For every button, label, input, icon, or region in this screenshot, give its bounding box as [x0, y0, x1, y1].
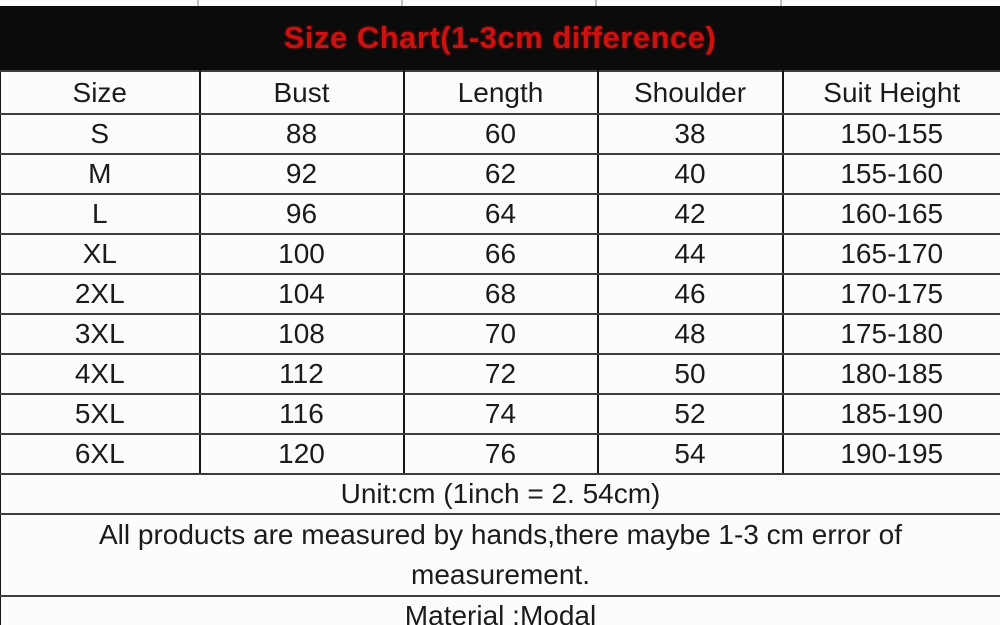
- table-row: [1, 434, 1000, 474]
- table-row: [1, 194, 1000, 234]
- strip-cell: [597, 0, 782, 6]
- cell: 108: [200, 314, 404, 354]
- size-table-header: [1, 71, 1000, 114]
- table-row: [1, 114, 1000, 154]
- page-title: Size Chart(1-3cm difference): [283, 20, 717, 55]
- column-header-shoulder: Shoulder: [598, 71, 783, 114]
- cell: 160-165: [783, 194, 1000, 234]
- cell: 50: [598, 354, 783, 394]
- cell: 112: [200, 354, 404, 394]
- cell: M: [1, 154, 200, 194]
- title-band: [0, 6, 1000, 70]
- strip-cell: [782, 0, 1000, 6]
- cell: 88: [200, 114, 404, 154]
- cell: 44: [598, 234, 783, 274]
- cell: 62: [404, 154, 598, 194]
- cell: 64: [404, 194, 598, 234]
- size-table-body: [1, 114, 1000, 474]
- cell: 96: [200, 194, 404, 234]
- size-table: [0, 70, 1000, 625]
- cell: 4XL: [1, 354, 200, 394]
- cell: 40: [598, 154, 783, 194]
- top-edge-strip: [0, 0, 1000, 6]
- column-header-size: Size: [1, 71, 200, 114]
- cell: 150-155: [783, 114, 1000, 154]
- cell: 6XL: [1, 434, 200, 474]
- cell: 52: [598, 394, 783, 434]
- cell: 68: [404, 274, 598, 314]
- cell: 66: [404, 234, 598, 274]
- column-header-suit-height: Suit Height: [783, 71, 1000, 114]
- table-row: [1, 314, 1000, 354]
- cell: 120: [200, 434, 404, 474]
- cell: 175-180: [783, 314, 1000, 354]
- table-row: [1, 234, 1000, 274]
- table-row: [1, 274, 1000, 314]
- cell: 100: [200, 234, 404, 274]
- cell: L: [1, 194, 200, 234]
- material-note: Material :Modal: [1, 596, 1000, 625]
- cell: 42: [598, 194, 783, 234]
- unit-row: [1, 474, 1000, 514]
- cell: 5XL: [1, 394, 200, 434]
- cell: S: [1, 114, 200, 154]
- cell: 104: [200, 274, 404, 314]
- column-header-bust: Bust: [200, 71, 404, 114]
- cell: 185-190: [783, 394, 1000, 434]
- cell: 2XL: [1, 274, 200, 314]
- cell: 3XL: [1, 314, 200, 354]
- cell: 70: [404, 314, 598, 354]
- cell: 54: [598, 434, 783, 474]
- header-row: [1, 71, 1000, 114]
- strip-cell: [403, 0, 597, 6]
- table-row: [1, 354, 1000, 394]
- strip-cell: [0, 0, 199, 6]
- cell: 60: [404, 114, 598, 154]
- measurement-note: All products are measured by hands,there maybe 1-3 cm error of measurement.: [1, 514, 1000, 596]
- unit-note: Unit:cm (1inch = 2. 54cm): [1, 474, 1000, 514]
- cell: 155-160: [783, 154, 1000, 194]
- strip-cell: [199, 0, 403, 6]
- cell: 38: [598, 114, 783, 154]
- table-row: [1, 154, 1000, 194]
- size-table-footer: [1, 474, 1000, 625]
- table-row: [1, 394, 1000, 434]
- cell: 74: [404, 394, 598, 434]
- cell: 46: [598, 274, 783, 314]
- cell: 165-170: [783, 234, 1000, 274]
- cell: 116: [200, 394, 404, 434]
- cell: 180-185: [783, 354, 1000, 394]
- cell: 92: [200, 154, 404, 194]
- cell: 76: [404, 434, 598, 474]
- cell: 170-175: [783, 274, 1000, 314]
- measurement-note-row: [1, 514, 1000, 596]
- cell: 48: [598, 314, 783, 354]
- cell: XL: [1, 234, 200, 274]
- cell: 190-195: [783, 434, 1000, 474]
- cell: 72: [404, 354, 598, 394]
- material-row: [1, 596, 1000, 625]
- column-header-length: Length: [404, 71, 598, 114]
